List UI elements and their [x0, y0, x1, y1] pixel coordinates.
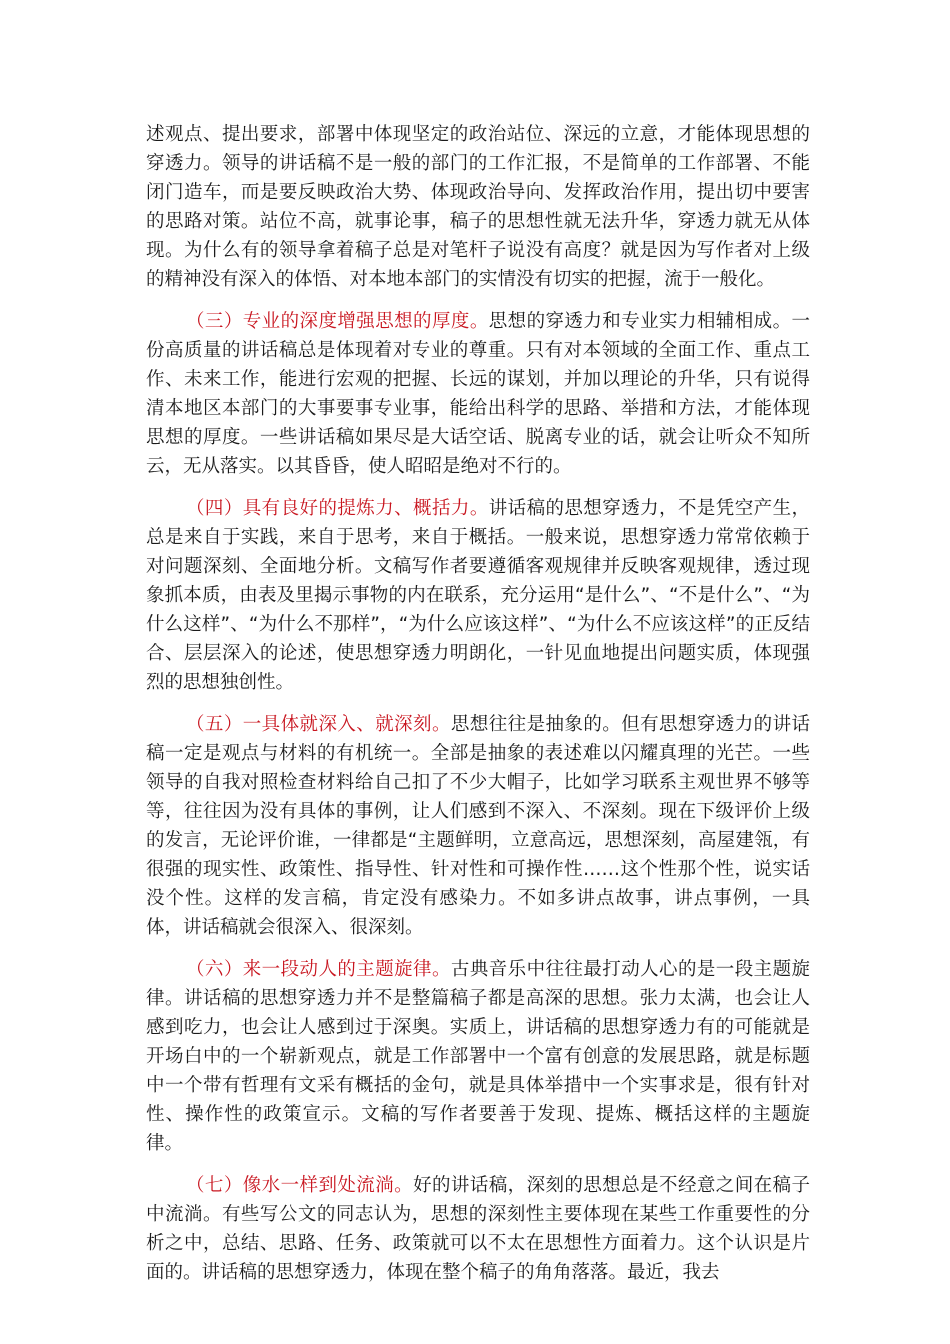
section-heading-6: （六）来一段动人的主题旋律。 — [186, 959, 451, 980]
paragraph-text: 讲话稿的思想穿透力，不是凭空产生，总是来自于实践，来自于思考，来自于概括。一般来说，思想穿透力常常依赖于对问题深刻、全面地分析。文稿写作者要遵循客观规律并反映客观规律，透过现象抓本质，由表及里揭示事物的内在联系，充分运用“是什么”、“不是什么”、“为什么这样”、“为什么不那样”，“为什么应该这样”、“为什么不应该这样”的正反结合、层层深入的论述，使思想穿透力明朗化，一针见血地提出问题实质，体现强烈的思想独创性。 — [146, 498, 810, 693]
paragraph-continuation — [146, 120, 810, 294]
paragraph-section-4 — [146, 494, 810, 697]
section-heading-5: （五）一具体就深入、就深刻。 — [186, 714, 451, 735]
section-heading-7: （七）像水一样到处流淌。 — [186, 1175, 414, 1196]
paragraph-section-3 — [146, 307, 810, 481]
paragraph-text: 古典音乐中往往最打动人心的是一段主题旋律。讲话稿的思想穿透力并不是整篇稿子都是高深的思想。张力太满，也会让人感到吃力，也会让人感到过于深奥。实质上，讲话稿的思想穿透力有的可能就是开场白中的一个崭新观点，就是工作部署中一个富有创意的发展思路，就是标题中一个带有哲理有文采有概括的金句，就是具体举措中一个实事求是，很有针对性、操作性的政策宣示。文稿的写作者要善于发现、提炼、概括这样的主题旋律。 — [146, 959, 810, 1154]
paragraph-text: 思想往往是抽象的。但有思想穿透力的讲话稿一定是观点与材料的有机统一。全部是抽象的表述难以闪耀真理的光芒。一些领导的自我对照检查材料给自己扣了不少大帽子，比如学习联系主观世界不够等等，往往因为没有具体的事例，让人们感到不深入、不深刻。现在下级评价上级的发言，无论评价谁，一律都是“主题鲜明，立意高远，思想深刻，高屋建瓴，有很强的现实性、政策性、指导性、针对性和可操作性……这个性那个性，说实话没个性。这样的发言稿，肯定没有感染力。不如多讲点故事，讲点事例，一具体，讲话稿就会很深入、很深刻。 — [146, 714, 810, 938]
paragraph-section-7 — [146, 1171, 810, 1287]
paragraph-text: 好的讲话稿，深刻的思想总是不经意之间在稿子中流淌。有些写公文的同志认为，思想的深刻性主要体现在某些工作重要性的分析之中，总结、思路、任务、政策就可以不太在思想性方面着力。这个认识是片面的。讲话稿的思想穿透力，体现在整个稿子的角角落落。最近，我去 — [146, 1175, 810, 1283]
section-heading-4: （四）具有良好的提炼力、概括力。 — [186, 498, 489, 519]
section-heading-3: （三）专业的深度增强思想的厚度。 — [186, 311, 489, 332]
document-page — [146, 120, 810, 1300]
paragraph-text: 思想的穿透力和专业实力相辅相成。一份高质量的讲话稿总是体现着对专业的尊重。只有对本领域的全面工作、重点工作、未来工作，能进行宏观的把握、长远的谋划，并加以理论的升华，只有说得清本地区本部门的大事要事专业事，能给出科学的思路、举措和方法，才能体现思想的厚度。一些讲话稿如果尽是大话空话、脱离专业的话，就会让听众不知所云，无从落实。以其昏昏，使人昭昭是绝对不行的。 — [146, 311, 810, 477]
paragraph-section-5 — [146, 710, 810, 942]
paragraph-text: 述观点、提出要求，部署中体现坚定的政治站位、深远的立意，才能体现思想的穿透力。领导的讲话稿不是一般的部门的工作汇报，不是简单的工作部署、不能闭门造车，而是要反映政治大势、体现政治导向、发挥政治作用，提出切中要害的思路对策。站位不高，就事论事，稿子的思想性就无法升华，穿透力就无从体现。为什么有的领导拿着稿子总是对笔杆子说没有高度？就是因为写作者对上级的精神没有深入的体悟、对本地本部门的实情没有切实的把握，流于一般化。 — [146, 124, 810, 290]
paragraph-section-6 — [146, 955, 810, 1158]
